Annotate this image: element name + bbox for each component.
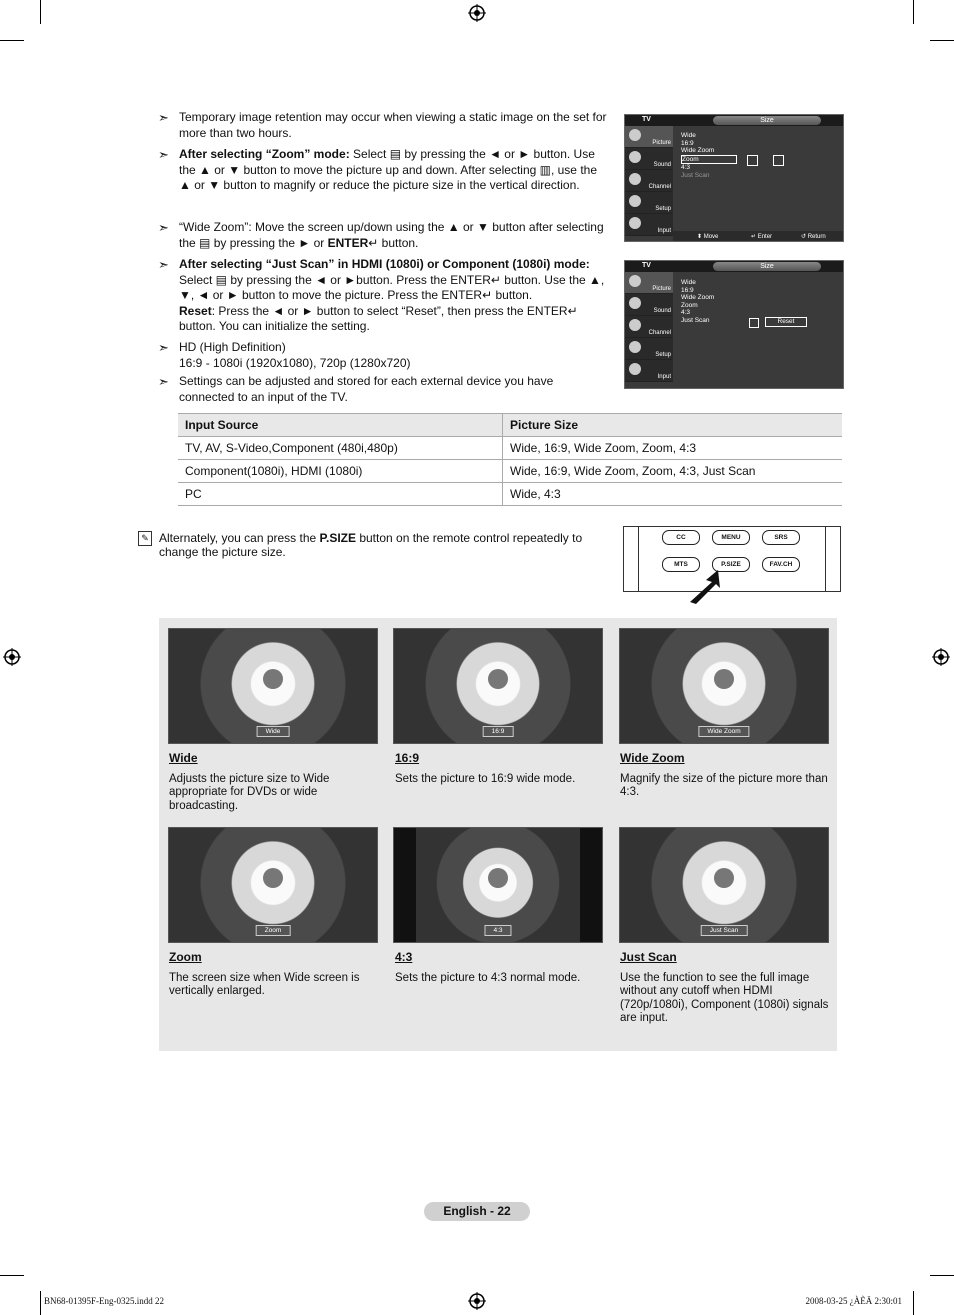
- srs-button[interactable]: SRS: [762, 530, 800, 545]
- picture-icon: [629, 129, 641, 141]
- mode-description: The screen size when Wide screen is vertically enlarged.: [169, 971, 360, 997]
- note-arrow-icon: ➣: [158, 110, 169, 125]
- tip-pre: Alternately, you can press the: [159, 531, 320, 545]
- menu-option[interactable]: Wide Zoom: [681, 294, 715, 301]
- table-cell: Component(1080i), HDMI (1080i): [178, 460, 503, 483]
- crop-mark: [40, 1291, 41, 1315]
- setup-icon: [629, 341, 641, 353]
- note-arrow-icon: ➣: [158, 374, 169, 389]
- crop-mark: [930, 40, 954, 41]
- crop-mark: [930, 1275, 954, 1276]
- note-wide-zoom: [158, 220, 608, 251]
- tip-post: button on the remote control repeatedly to change the picture size.: [159, 531, 583, 559]
- menu-option[interactable]: 4:3: [681, 164, 691, 171]
- crop-mark: [0, 1275, 24, 1276]
- channel-icon: [629, 173, 641, 185]
- registration-mark-icon: [3, 648, 21, 666]
- menu-side-label: Input: [657, 374, 671, 380]
- menu-option-disabled: Just Scan: [681, 171, 710, 179]
- menu-option-selected[interactable]: Zoom: [681, 155, 737, 165]
- mode-image-wide: [168, 628, 378, 744]
- menu-button[interactable]: MENU: [712, 530, 750, 545]
- zoom-size-icon[interactable]: [773, 155, 784, 166]
- menu-side-input[interactable]: [625, 214, 673, 236]
- menu-options: [681, 279, 714, 324]
- note-text: 16:9 - 1080i (1920x1080), 720p (1280x720): [179, 355, 411, 370]
- menu-tv-label: TV: [642, 262, 651, 269]
- registration-mark-icon: [468, 4, 486, 22]
- size-menu-screen-justscan: [624, 260, 844, 389]
- note-zoom: [158, 147, 608, 194]
- menu-option[interactable]: 16:9: [681, 139, 694, 147]
- note-arrow-icon: ➣: [158, 257, 169, 272]
- cc-button[interactable]: CC: [662, 530, 700, 545]
- menu-footer: [673, 231, 843, 241]
- mode-image-16-9: [393, 628, 603, 744]
- reset-button[interactable]: Reset: [765, 317, 807, 327]
- note-retention: [158, 110, 608, 141]
- table-row: [178, 437, 842, 460]
- setup-icon: [629, 195, 641, 207]
- menu-side-label: Channel: [648, 330, 671, 336]
- input-icon: [629, 217, 641, 229]
- favch-button[interactable]: FAV.CH: [762, 557, 800, 572]
- channel-icon: [629, 319, 641, 331]
- note-arrow-icon: ➣: [158, 340, 169, 355]
- picture-size-table: [178, 413, 842, 506]
- note-bold: ENTER: [327, 235, 369, 250]
- table-row: [178, 460, 842, 483]
- menu-side-sound[interactable]: [625, 148, 673, 170]
- mode-title: 4:3: [395, 950, 413, 964]
- mode-image-wide-zoom: [619, 628, 829, 744]
- mode-caption-zoom: [169, 951, 383, 999]
- note-bold: After selecting “Just Scan” in HDMI (1080i) or Component (1080i) mode:: [179, 257, 590, 271]
- size-menu-screen: [624, 114, 844, 242]
- table-cell: Wide, 16:9, Wide Zoom, Zoom, 4:3, Just Scan: [503, 460, 843, 483]
- move-picture-icon[interactable]: [749, 318, 759, 328]
- mode-osd-label: Just Scan: [701, 925, 748, 936]
- menu-sidebar: [625, 272, 673, 382]
- note-text: Select ▤ by pressing the ◄ or ► button. Use the ▲ or ▼ button to move the picture up and down. After selecting ▥, use the ▲ or ▼ button to magnify or reduce the picture size in the vertical direction.: [179, 147, 597, 192]
- menu-tv-label: TV: [642, 116, 651, 123]
- menu-side-label: Sound: [653, 162, 671, 168]
- psize-button[interactable]: P.SIZE: [712, 557, 750, 572]
- table-cell: PC: [178, 483, 503, 506]
- mts-button[interactable]: MTS: [662, 557, 700, 572]
- note-text: “Wide Zoom”: Move the screen up/down using the ▲ or ▼ button after selecting the ▤ by pressing the ► or: [179, 220, 604, 250]
- note-text: Temporary image retention may occur when viewing a static image on the set for more than two hours.: [179, 110, 607, 140]
- menu-title: Size: [713, 262, 821, 271]
- menu-side-label: Sound: [653, 308, 671, 314]
- mode-image-zoom: [168, 827, 378, 943]
- mode-title: 16:9: [395, 751, 420, 765]
- remote-control-illustration: [623, 526, 841, 592]
- mode-osd-label: 4:3: [484, 925, 511, 936]
- menu-side-label: Picture: [652, 286, 671, 292]
- picture-icon: [629, 275, 641, 287]
- mode-image-just-scan: [619, 827, 829, 943]
- pointer-arrow-icon: [686, 568, 726, 604]
- mode-caption-just-scan: [620, 951, 834, 1026]
- crop-mark: [40, 0, 41, 24]
- crop-mark: [0, 40, 24, 41]
- table-header: Input Source: [178, 414, 503, 437]
- input-icon: [629, 363, 641, 375]
- note-bold: Reset: [179, 303, 212, 318]
- mode-title: Wide Zoom: [620, 751, 685, 765]
- menu-option[interactable]: Wide: [681, 132, 696, 139]
- table-header-row: [178, 414, 842, 437]
- menu-sidebar: [625, 126, 673, 236]
- table-row: [178, 483, 842, 506]
- table-cell: Wide, 16:9, Wide Zoom, Zoom, 4:3: [503, 437, 843, 460]
- table-header: Picture Size: [503, 414, 843, 437]
- mode-description: Adjusts the picture size to Wide appropriate for DVDs or wide broadcasting.: [169, 772, 330, 812]
- note-icon: ✎: [138, 531, 152, 546]
- mode-caption-4-3: [395, 951, 609, 985]
- menu-side-label: Setup: [655, 352, 671, 358]
- crop-mark: [913, 0, 914, 24]
- menu-option[interactable]: 16:9: [681, 286, 694, 294]
- menu-option[interactable]: 4:3: [681, 309, 691, 316]
- mode-title: Just Scan: [620, 950, 677, 964]
- sound-icon: [629, 151, 641, 163]
- note-text: Select ▤ by pressing the ◄ or ►button. Press the ENTER↵ button. Use the ▲, ▼, ◄ or ► button to move the picture. Press the ENTER↵ button.: [179, 272, 605, 302]
- menu-option[interactable]: Zoom: [681, 301, 698, 309]
- mode-description: Magnify the size of the picture more than 4:3.: [620, 772, 828, 798]
- table-cell: TV, AV, S-Video,Component (480i,480p): [178, 437, 503, 460]
- menu-side-picture[interactable]: [625, 272, 673, 294]
- note-text: ↵ button.: [368, 235, 419, 250]
- menu-side-label: Picture: [652, 140, 671, 146]
- menu-options: [681, 132, 737, 179]
- mode-osd-label: Wide Zoom: [698, 726, 749, 737]
- note-arrow-icon: ➣: [158, 147, 169, 162]
- note-text: : Press the ◄ or ► button to select “Reset”, then press the ENTER↵ button. You can initialize the setting.: [179, 303, 578, 333]
- footer-enter: ↵ Enter: [751, 234, 773, 240]
- print-file-name: BN68-01395F-Eng-0325.indd 22: [44, 1296, 164, 1306]
- mode-caption-wide-zoom: [620, 752, 834, 800]
- tip-text: [159, 531, 604, 559]
- crop-mark: [913, 1291, 914, 1315]
- registration-mark-icon: [468, 1292, 486, 1310]
- menu-side-input[interactable]: [625, 360, 673, 382]
- tip-bold: P.SIZE: [319, 531, 356, 545]
- mode-caption-16-9: [395, 752, 609, 786]
- menu-side-label: Input: [657, 228, 671, 234]
- menu-side-setup[interactable]: [625, 192, 673, 214]
- footer-return: ↺ Return: [801, 234, 826, 240]
- note-just-scan: [158, 257, 608, 335]
- sound-icon: [629, 297, 641, 309]
- note-hd: [158, 340, 608, 371]
- mode-osd-label: Zoom: [256, 925, 291, 936]
- note-bold: After selecting “Zoom” mode:: [179, 147, 350, 161]
- zoom-position-icon[interactable]: [747, 155, 758, 166]
- note-text: HD (High Definition): [179, 340, 286, 354]
- footer-move: ⬍ Move: [697, 234, 719, 240]
- menu-option[interactable]: Wide Zoom: [681, 147, 715, 154]
- menu-option[interactable]: Wide: [681, 279, 696, 286]
- page-number: English - 22: [424, 1202, 530, 1221]
- note-settings: [158, 374, 608, 405]
- menu-side-channel[interactable]: [625, 316, 673, 338]
- mode-osd-label: 16:9: [483, 726, 514, 737]
- mode-caption-wide: [169, 752, 383, 813]
- menu-side-label: Setup: [655, 206, 671, 212]
- mode-description: Use the function to see the full image without any cutoff when HDMI (720p/1080i), Component (1080i) signals are input.: [620, 971, 829, 1024]
- print-timestamp: 2008-03-25 ¿ÀÈÄ 2:30:01: [805, 1296, 902, 1306]
- menu-side-picture[interactable]: [625, 126, 673, 148]
- mode-title: Wide: [169, 751, 198, 765]
- mode-image-4-3: [393, 827, 603, 943]
- mode-description: Sets the picture to 4:3 normal mode.: [395, 971, 581, 984]
- table-cell: Wide, 4:3: [503, 483, 843, 506]
- mode-title: Zoom: [169, 950, 202, 964]
- menu-side-sound[interactable]: [625, 294, 673, 316]
- menu-option-selected[interactable]: Just Scan: [681, 316, 710, 324]
- menu-side-label: Channel: [648, 184, 671, 190]
- mode-description: Sets the picture to 16:9 wide mode.: [395, 772, 576, 785]
- note-text: Settings can be adjusted and stored for each external device you have connected to an input of the TV.: [179, 374, 554, 404]
- menu-title: Size: [713, 116, 821, 125]
- registration-mark-icon: [932, 648, 950, 666]
- menu-side-setup[interactable]: [625, 338, 673, 360]
- menu-side-channel[interactable]: [625, 170, 673, 192]
- mode-osd-label: Wide: [257, 726, 290, 737]
- note-arrow-icon: ➣: [158, 220, 169, 235]
